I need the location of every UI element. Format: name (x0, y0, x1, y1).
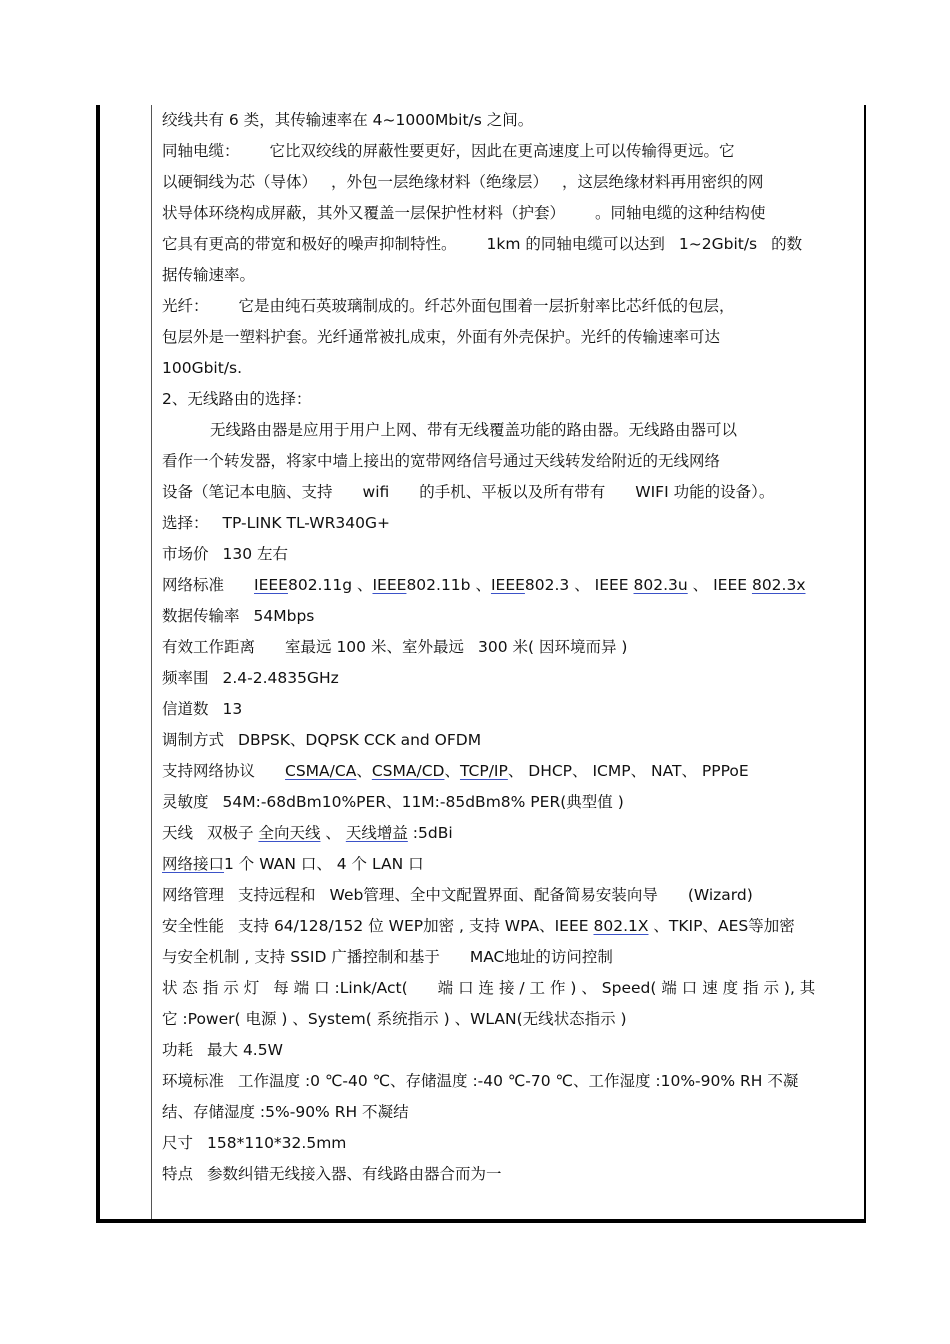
spec-value: 13 (222, 700, 243, 718)
paragraph-line: 设备（笔记本电脑、支持 wifi 的手机、平板以及所有带有 WIFI 功能的设备）。 (162, 483, 775, 501)
spec-row: 支持网络协议 CSMA/CA、CSMA/CD、TCP/IP、 DHCP、 ICMP、 NAT、 PPPoE (162, 762, 749, 780)
spec-row: 状 态 指 示 灯 每 端 口 :Link/Act( 端 口 连 接 / 工 作 ) 、 Speed( 端 口 速 度 指 示 ), 其 (162, 979, 816, 997)
spec-label: 信道数 (162, 700, 209, 718)
section-heading: 2、无线路由的选择： (162, 390, 312, 408)
hyperlink[interactable]: 网络接口 (162, 855, 225, 873)
spec-value: 最大 4.5W (207, 1041, 283, 1059)
paragraph-line: 光纤： 它是由纯石英玻璃制成的。纤芯外面包围着一层折射率比芯纤低的包层， (162, 297, 735, 315)
spec-value: DBPSK、DQPSK CCK and OFDM (238, 731, 482, 749)
spec-value: 2.4-2.4835GHz (222, 669, 339, 687)
spec-label: 数据传输率 (162, 607, 240, 625)
spec-row (162, 787, 856, 818)
hyperlink[interactable]: 802.3x (751, 576, 806, 594)
hyperlink[interactable]: 802.3u (633, 576, 688, 594)
spec-value: 参数纠错无线接入器、有线路由器合而为一 (207, 1165, 502, 1183)
spec-row (162, 694, 856, 725)
paragraph-line: 无线路由器是应用于用户上网、带有无线覆盖功能的路由器。无线路由器可以 (210, 421, 738, 439)
spec-row (162, 725, 856, 756)
paragraph-line: 包层外是一塑料护套。光纤通常被扎成束，外面有外壳保护。光纤的传输速率可达 (162, 328, 721, 346)
spec-row (162, 1159, 856, 1190)
spec-label: 尺寸 (162, 1134, 194, 1152)
spec-label: 状 态 指 示 灯 (162, 979, 260, 997)
spec-label: 网络管理 (162, 886, 225, 904)
spec-row (162, 663, 856, 694)
spec-value: 130 左右 (222, 545, 289, 563)
paragraph-line: 据传输速率。 (162, 266, 256, 284)
paragraph-line: 它具有更高的带宽和极好的噪声抑制特性。 1km 的同轴电缆可以达到 1~2Gbit/s 的数 (162, 235, 803, 253)
hyperlink[interactable]: IEEE (254, 576, 288, 594)
spec-row (162, 1128, 856, 1159)
spec-label: 市场价 (162, 545, 209, 563)
paragraph-line: 状导体环绕构成屏蔽，其外又覆盖一层保护性材料（护套） 。同轴电缆的这种结构使 (162, 204, 766, 222)
paragraph-line: 看作一个转发器，将家中墙上接出的宽带网络信号通过天线转发给附近的无线网络 (162, 452, 721, 470)
table-border-left (96, 105, 100, 1223)
paragraph-line: 同轴电缆： 它比双绞线的屏蔽性要更好，因此在更高速度上可以传输得更远。它 (162, 142, 735, 160)
spec-label: 选择： (162, 514, 209, 532)
paragraph-line: 结、存储湿度 :5%-90% RH 不凝结 (162, 1103, 409, 1121)
spec-label: 灵敏度 (162, 793, 209, 811)
hyperlink[interactable]: 天线增益 (345, 824, 408, 842)
spec-value: 54M:-68dBm10%PER、11M:-85dBm8% PER(典型值 ) (222, 793, 624, 811)
spec-label: 调制方式 (162, 731, 225, 749)
spec-label: 网络标准 (162, 576, 225, 594)
spec-label: 特点 (162, 1165, 194, 1183)
paragraph-line: 它 :Power( 电源 ) 、System( 系统指示 ) 、WLAN(无线状态指示 ) (162, 1010, 627, 1028)
hyperlink[interactable]: IEEE (490, 576, 525, 594)
hyperlink[interactable]: CSMA/CA (285, 762, 357, 780)
hyperlink[interactable]: TCP/IP (459, 762, 508, 780)
spec-label: 频率围 (162, 669, 209, 687)
spec-label: 有效工作距离 (162, 638, 256, 656)
spec-value: TP-LINK TL-WR340G+ (222, 514, 390, 532)
hyperlink[interactable]: CSMA/CD (371, 762, 445, 780)
hyperlink[interactable]: 802.1X (593, 917, 649, 935)
spec-label: 安全性能 (162, 917, 225, 935)
spec-row (162, 508, 856, 539)
spec-row (162, 539, 856, 570)
spec-row: 网络接口1 个 WAN 口、 4 个 LAN 口 (162, 855, 424, 873)
spec-value: 54Mbps (253, 607, 315, 625)
term-label: 光纤： (162, 297, 209, 315)
spec-row: 网络标准 IEEE802.11g 、IEEE802.11b 、IEEE802.3 、 IEEE 802.3u 、 IEEE 802.3x (162, 576, 806, 594)
term-label: 同轴电缆： (162, 142, 240, 160)
spec-label: 支持网络协议 (162, 762, 256, 780)
spec-value: 158*110*32.5mm (207, 1134, 347, 1152)
spec-row (162, 1066, 856, 1097)
spec-row (162, 1035, 856, 1066)
paragraph-line: 与安全机制 , 支持 SSID 广播控制和基于 MAC地址的访问控制 (162, 948, 613, 966)
paragraph-line: 以硬铜线为芯（导体） ，外包一层绝缘材料（绝缘层） ，这层绝缘材料再用密织的网 (162, 173, 764, 191)
spec-row: 有效工作距离 室最远 100 米、室外最远 300 米( 因环境而异 ) (162, 638, 628, 656)
spec-row: 天线 双极子 全向天线 、 天线增益 :5dBi (162, 824, 453, 842)
table-column-divider (151, 105, 152, 1223)
spec-value: 工作温度 :0 ℃-40 ℃、存储温度 :-40 ℃-70 ℃、工作湿度 :10%-90% RH 不凝 (238, 1072, 799, 1090)
paragraph-line: 100Gbit/s. (162, 359, 243, 377)
table-border-bottom (96, 1219, 866, 1223)
spec-row (162, 601, 856, 632)
spec-label: 天线 (162, 824, 194, 842)
spec-row: 安全性能 支持 64/128/152 位 WEP加密 , 支持 WPA、IEEE 802.1X 、TKIP、AES等加密 (162, 917, 795, 935)
paragraph-line: 绞线共有 6 类，其传输速率在 4~1000Mbit/s 之间。 (162, 111, 534, 129)
spec-label: 功耗 (162, 1041, 194, 1059)
hyperlink[interactable]: IEEE (372, 576, 407, 594)
table-border-right (864, 105, 866, 1223)
spec-row: 网络管理 支持远程和 Web管理、全中文配置界面、配备简易安装向导 (Wizard) (162, 886, 753, 904)
hyperlink[interactable]: 全向天线 (258, 824, 321, 842)
spec-label: 环境标准 (162, 1072, 225, 1090)
document-body (162, 105, 856, 1190)
